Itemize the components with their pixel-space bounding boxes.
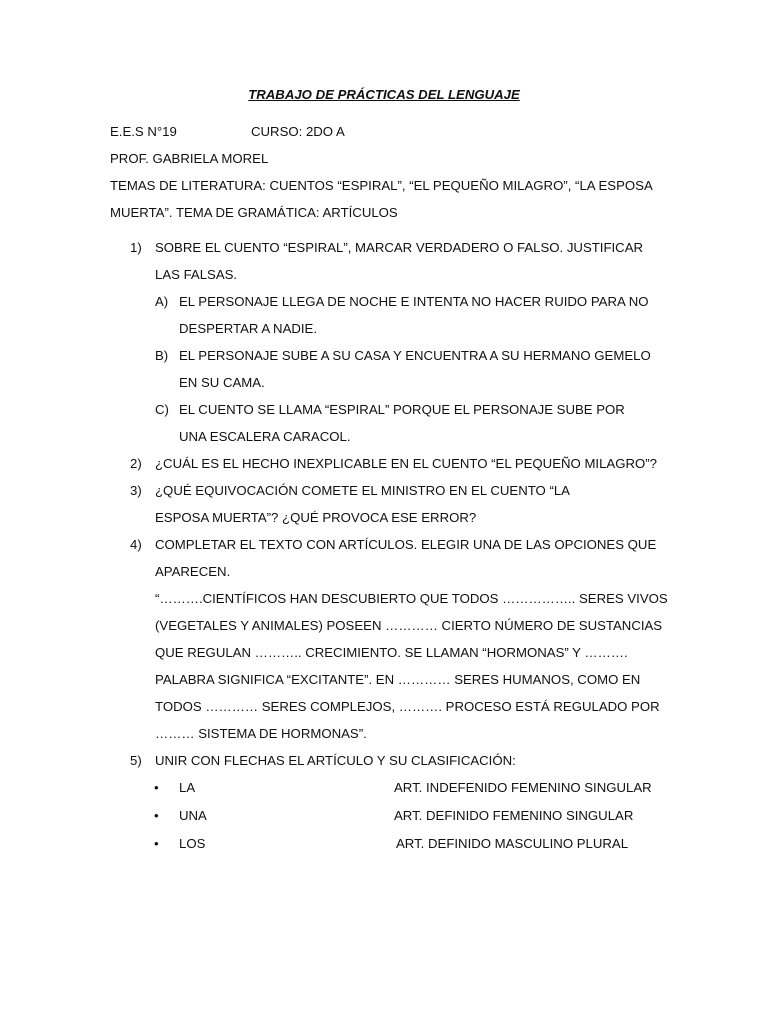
question-4	[110, 531, 670, 747]
option-text: EL PERSONAJE LLEGA DE NOCHE E INTENTA NO HACER RUIDO PARA NO DESPERTAR A NADIE.	[179, 294, 649, 336]
option-c	[110, 396, 670, 450]
question-text: ¿QUÉ EQUIVOCACIÓN COMETE EL MINISTRO EN EL CUENTO “LA ESPOSA MUERTA”? ¿QUÉ PROVOCA ESE ERROR?	[155, 483, 570, 525]
question-text: UNIR CON FLECHAS EL ARTÍCULO Y SU CLASIFICACIÓN:	[155, 753, 516, 768]
matching-row-una	[110, 802, 670, 830]
question-5	[110, 747, 670, 774]
fill-in-passage: “……….CIENTÍFICOS HAN DESCUBIERTO QUE TODOS …………….. SERES VIVOS (VEGETALES Y ANIMALES) POSEEN ………… CIERTO NÚMERO DE SUSTANCIAS QUE REGULAN ……….. CRECIMIENTO. SE LLAMAN “HORMONAS” Y ………. PALABRA SIGNIFICA “EXCITANTE”. EN ………… SERES HUMANOS, COMO EN TODOS ………… SERES COMPLEJOS, ………. PROCESO ESTÁ REGULADO POR ……… SISTEMA DE HORMONAS”.	[155, 591, 668, 741]
option-text: EL PERSONAJE SUBE A SU CASA Y ENCUENTRA A SU HERMANO GEMELO EN SU CAMA.	[179, 348, 651, 390]
option-b	[110, 342, 670, 396]
article-label: LOS	[179, 836, 206, 851]
question-1	[110, 234, 670, 450]
article-classification: ART. DEFINIDO MASCULINO PLURAL	[396, 836, 629, 851]
question-number: 1)	[130, 240, 142, 255]
topics-line-1: TEMAS DE LITERATURA: CUENTOS “ESPIRAL”, “EL PEQUEÑO MILAGRO”, “LA ESPOSA	[110, 178, 653, 193]
bullet-icon: •	[154, 808, 159, 823]
option-label: B)	[155, 348, 169, 363]
article-label: UNA	[179, 808, 207, 823]
bullet-icon: •	[154, 780, 159, 795]
course-label: CURSO: 2DO A	[251, 124, 345, 139]
question-3	[110, 477, 670, 531]
question-number: 3)	[130, 483, 142, 498]
article-label: LA	[179, 780, 196, 795]
option-label: C)	[155, 402, 169, 417]
document-title: TRABAJO DE PRÁCTICAS DEL LENGUAJE	[248, 87, 520, 102]
article-classification: ART. DEFINIDO FEMENINO SINGULAR	[394, 808, 634, 823]
question-number: 4)	[130, 537, 142, 552]
article-classification: ART. INDEFENIDO FEMENINO SINGULAR	[394, 780, 652, 795]
bullet-icon: •	[154, 836, 159, 851]
question-number: 5)	[130, 753, 142, 768]
teacher-name: PROF. GABRIELA MOREL	[110, 151, 269, 166]
option-a	[110, 288, 670, 342]
school-name: E.E.S N°19	[110, 124, 177, 139]
question-text: COMPLETAR EL TEXTO CON ARTÍCULOS. ELEGIR UNA DE LAS OPCIONES QUE APARECEN.	[155, 537, 657, 579]
option-label: A)	[155, 294, 169, 309]
matching-row-los	[110, 830, 670, 858]
topics-line-2: MUERTA”. TEMA DE GRAMÁTICA: ARTÍCULOS	[110, 205, 398, 220]
questions-list	[110, 234, 670, 858]
question-2	[110, 450, 670, 477]
option-text: EL CUENTO SE LLAMA “ESPIRAL” PORQUE EL PERSONAJE SUBE POR UNA ESCALERA CARACOL.	[179, 402, 625, 444]
question-text: SOBRE EL CUENTO “ESPIRAL”, MARCAR VERDADERO O FALSO. JUSTIFICAR LAS FALSAS.	[155, 240, 644, 282]
question-text: ¿CUÁL ES EL HECHO INEXPLICABLE EN EL CUENTO “EL PEQUEÑO MILAGRO”?	[155, 456, 657, 471]
document-header	[110, 118, 670, 226]
school-course-line	[110, 118, 670, 145]
question-number: 2)	[130, 456, 142, 471]
matching-row-la	[110, 774, 670, 802]
